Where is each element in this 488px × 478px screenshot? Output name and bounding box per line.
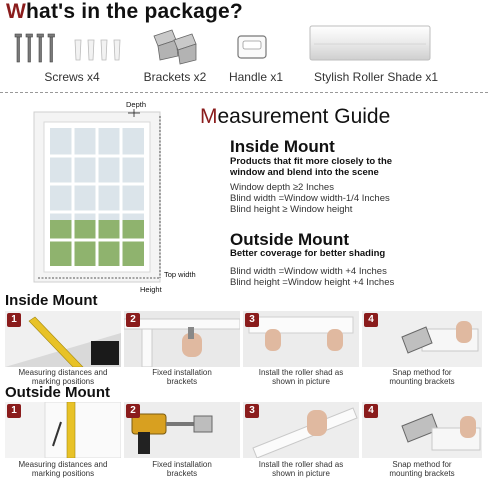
outside-step-1-image: [5, 402, 121, 458]
outside-step-2-image: [124, 402, 240, 458]
inside-mount-subheading-line2: window and blend into the scene: [230, 167, 379, 178]
height-label: Height: [140, 285, 162, 294]
outside-step-3-image: [243, 402, 359, 458]
inside-mount-steps-title: Inside Mount: [5, 292, 98, 309]
package-item-label: Stylish Roller Shade x1: [313, 70, 439, 84]
outside-spec-width: Blind width =Window width +4 Inches: [230, 266, 387, 277]
screws-icon: [14, 32, 72, 66]
outside-step-2-caption: Fixed installation brackets: [152, 460, 212, 478]
inside-step-1-image: [5, 311, 121, 367]
outside-step-4-image: [362, 402, 482, 458]
brackets-icon: [150, 26, 200, 66]
handle-icon: [234, 30, 270, 66]
inside-mount-heading: Inside Mount: [230, 137, 335, 156]
inside-step-4-caption: Snap method for mounting brackets: [389, 368, 455, 386]
outside-step-4-caption: Snap method for mounting brackets: [389, 460, 455, 478]
step-number-badge: 4: [364, 313, 378, 327]
outside-mount-subheading: Better coverage for better shading: [230, 248, 386, 259]
step-number-badge: 4: [364, 404, 378, 418]
package-title: What's in the package?: [6, 0, 243, 23]
step-number-badge: 2: [126, 404, 140, 418]
inside-step-3-image: [243, 311, 359, 367]
package-item-label: Brackets x2: [143, 70, 207, 84]
roller-shade-icon: [308, 22, 434, 64]
window-illustration: [28, 100, 168, 290]
outside-step-1-caption: Measuring distances and marking positions: [18, 460, 108, 478]
wall-anchors-icon: [72, 36, 128, 64]
outside-step-3-caption: Install the roller shad as shown in picture: [258, 460, 344, 478]
step-number-badge: 1: [7, 313, 21, 327]
step-number-badge: 3: [245, 404, 259, 418]
depth-label: Depth: [126, 100, 147, 109]
step-number-badge: 2: [126, 313, 140, 327]
inside-step-1-caption: Measuring distances and marking positions: [18, 368, 108, 386]
inside-spec-depth: Window depth ≥2 Inches: [230, 182, 334, 193]
step-number-badge: 3: [245, 313, 259, 327]
inside-spec-height: Blind height ≥ Window height: [230, 204, 353, 215]
inside-step-2-image: [124, 311, 240, 367]
inside-mount-subheading-line1: Products that fit more closely to the: [230, 156, 393, 167]
top-width-label: Top width: [164, 270, 196, 279]
inside-step-3-caption: Install the roller shad as shown in picture: [258, 368, 344, 386]
inside-spec-width: Blind width =Window width-1/4 Inches: [230, 193, 390, 204]
inside-step-2-caption: Fixed installation brackets: [152, 368, 212, 386]
outside-mount-heading: Outside Mount: [230, 230, 349, 249]
inside-step-4-image: [362, 311, 482, 367]
outside-spec-height: Blind height =Window height +4 Inches: [230, 277, 395, 288]
measurement-guide-title: Measurement Guide: [200, 105, 391, 128]
package-item-label: Screws x4: [44, 70, 100, 84]
step-number-badge: 1: [7, 404, 21, 418]
outside-mount-steps-title: Outside Mount: [5, 384, 110, 401]
package-item-label: Handle x1: [228, 70, 284, 84]
divider: [0, 92, 488, 93]
